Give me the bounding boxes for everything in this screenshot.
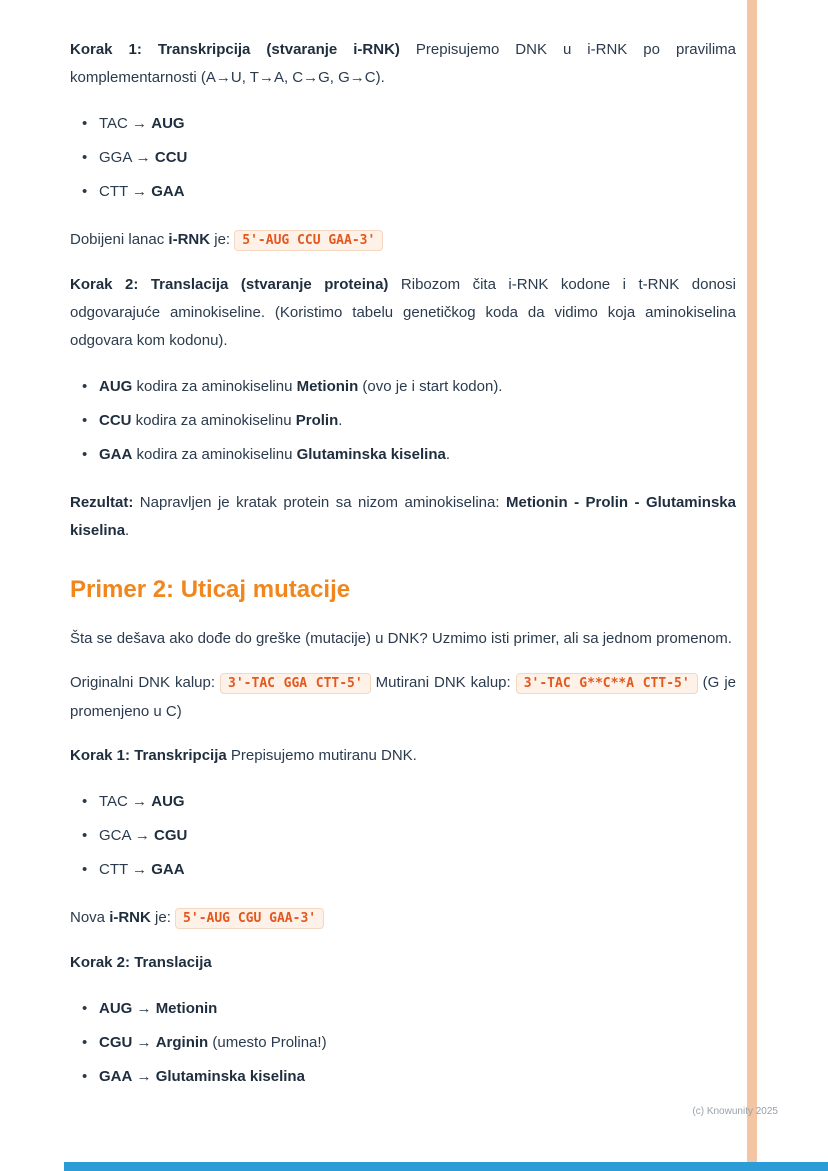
- step1-mutated-text: Prepisujemo mutiranu DNK.: [226, 747, 417, 764]
- aminoacid-note: (umesto Prolina!): [208, 1034, 327, 1051]
- step1-text: Prepisujemo DNK u i-RNK po pravilima komplementarnosti (A→U, T→A, C→G, G→C).: [70, 41, 736, 86]
- codon-source: GCA →: [99, 827, 155, 844]
- codon-result: GAA: [151, 861, 185, 878]
- arrow-text: →: [132, 1000, 156, 1017]
- mrna-label: i-RNK: [109, 909, 151, 926]
- codon-text: kodira za aminokiselinu: [132, 446, 297, 463]
- codon-label: GAA: [99, 446, 133, 463]
- new-mrna-text: Nova: [70, 909, 110, 926]
- result-text: Napravljen je kratak protein sa nizom aminokiselina:: [133, 494, 506, 511]
- new-mrna-text: je:: [150, 909, 176, 926]
- list-item: [82, 110, 736, 138]
- list-item: [82, 822, 736, 850]
- result-text: .: [125, 522, 130, 539]
- step2-mutated-title: Korak 2: Translacija: [70, 954, 212, 971]
- codon-label: GAA: [99, 1068, 133, 1085]
- codon-result: AUG: [151, 115, 185, 132]
- mrna-result-text: Dobijeni lanac: [70, 231, 169, 248]
- codon-source: CTT →: [99, 183, 152, 200]
- step2-title: Korak 2: Translacija (stvaranje proteina): [70, 276, 389, 293]
- codon-source: CTT →: [99, 861, 152, 878]
- aminoacid-label: Arginin: [155, 1034, 209, 1051]
- step1-mutated-paragraph: [70, 742, 736, 770]
- step2-mutated-paragraph: [70, 949, 736, 977]
- codon-result: GAA: [151, 183, 185, 200]
- step1-mutated-title: Korak 1: Transkripcija: [70, 747, 227, 764]
- original-template-label: Originalni DNK kalup:: [70, 674, 221, 691]
- mrna-label: i-RNK: [168, 231, 211, 248]
- protein-chain: Metionin - Prolin - Glutaminska kiselina: [70, 494, 736, 539]
- copyright-footer: (c) Knowunity 2025: [692, 1106, 778, 1117]
- aminoacid-label: Glutaminska kiselina: [155, 1068, 305, 1085]
- page-accent-stripe: [747, 0, 757, 1171]
- step1-transcription-paragraph: [70, 36, 736, 92]
- list-item: [82, 856, 736, 884]
- list-item: [82, 995, 736, 1023]
- codon-text: kodira za aminokiselinu: [131, 412, 296, 429]
- codon-label: CGU: [99, 1034, 133, 1051]
- list-item: [82, 1063, 736, 1091]
- aminoacid-list: [70, 373, 736, 469]
- codon-list-2: [70, 788, 736, 884]
- mutated-dna-chip: 3'-TAC G**C**A CTT-5': [516, 673, 698, 694]
- list-item: [82, 407, 736, 435]
- codon-result: CCU: [154, 149, 188, 166]
- step2-translation-paragraph: [70, 271, 736, 355]
- codon-label: AUG: [99, 378, 133, 395]
- step2-text: Ribozom čita i-RNK kodone i t-RNK donosi odgovarajuće aminokiseline. (Koristimo tabelu genetičkog koda da vidimo koja aminokiselina odgovara kom kodonu).: [70, 276, 736, 349]
- list-item: [82, 144, 736, 172]
- bottom-accent-bar: [64, 1162, 828, 1171]
- aminoacid-label: Metionin: [155, 1000, 218, 1017]
- aminoacid-label: Metionin: [296, 378, 359, 395]
- arrow-text: →: [132, 1034, 156, 1051]
- aminoacid-label: Prolin: [295, 412, 339, 429]
- dna-templates-paragraph: [70, 669, 736, 726]
- mutated-template-label: Mutirani DNK kalup:: [370, 674, 516, 691]
- codon-source: TAC →: [99, 115, 152, 132]
- list-item: [82, 373, 736, 401]
- list-item: [82, 441, 736, 469]
- aminoacid-label: Glutaminska kiselina: [296, 446, 446, 463]
- arrow-text: →: [132, 1068, 156, 1085]
- codon-source: GGA →: [99, 149, 155, 166]
- new-mrna-sequence-chip: 5'-AUG CGU GAA-3': [175, 908, 324, 929]
- list-item: [82, 1029, 736, 1057]
- mrna-result-text: je:: [210, 231, 235, 248]
- document-content: [70, 36, 736, 1111]
- result-paragraph: [70, 489, 736, 545]
- codon-note: .: [445, 446, 450, 463]
- codon-label: CCU: [99, 412, 132, 429]
- codon-note: (ovo je i start kodon).: [358, 378, 503, 395]
- codon-result: AUG: [151, 793, 185, 810]
- codon-text: kodira za aminokiselinu: [132, 378, 297, 395]
- step1-title: Korak 1: Transkripcija (stvaranje i-RNK): [70, 41, 400, 58]
- mrna-sequence-chip: 5'-AUG CCU GAA-3': [234, 230, 383, 251]
- new-mrna-paragraph: [70, 904, 736, 933]
- mutation-note: (G je promenjeno u C): [70, 674, 736, 720]
- codon-list-1: [70, 110, 736, 206]
- codon-label: AUG: [99, 1000, 133, 1017]
- mutated-aminoacid-list: [70, 995, 736, 1091]
- result-label: Rezultat:: [70, 494, 134, 511]
- codon-result: CGU: [154, 827, 188, 844]
- original-dna-chip: 3'-TAC GGA CTT-5': [220, 673, 371, 694]
- codon-note: .: [338, 412, 343, 429]
- list-item: [82, 788, 736, 816]
- codon-source: TAC →: [99, 793, 152, 810]
- mutation-intro-paragraph: Šta se dešava ako dođe do greške (mutacije) u DNK? Uzmimo isti primer, ali sa jednom promenom.: [70, 630, 732, 647]
- mrna-result-paragraph: [70, 226, 736, 255]
- list-item: [82, 178, 736, 206]
- primer2-heading: Primer 2: Uticaj mutacije: [70, 576, 351, 603]
